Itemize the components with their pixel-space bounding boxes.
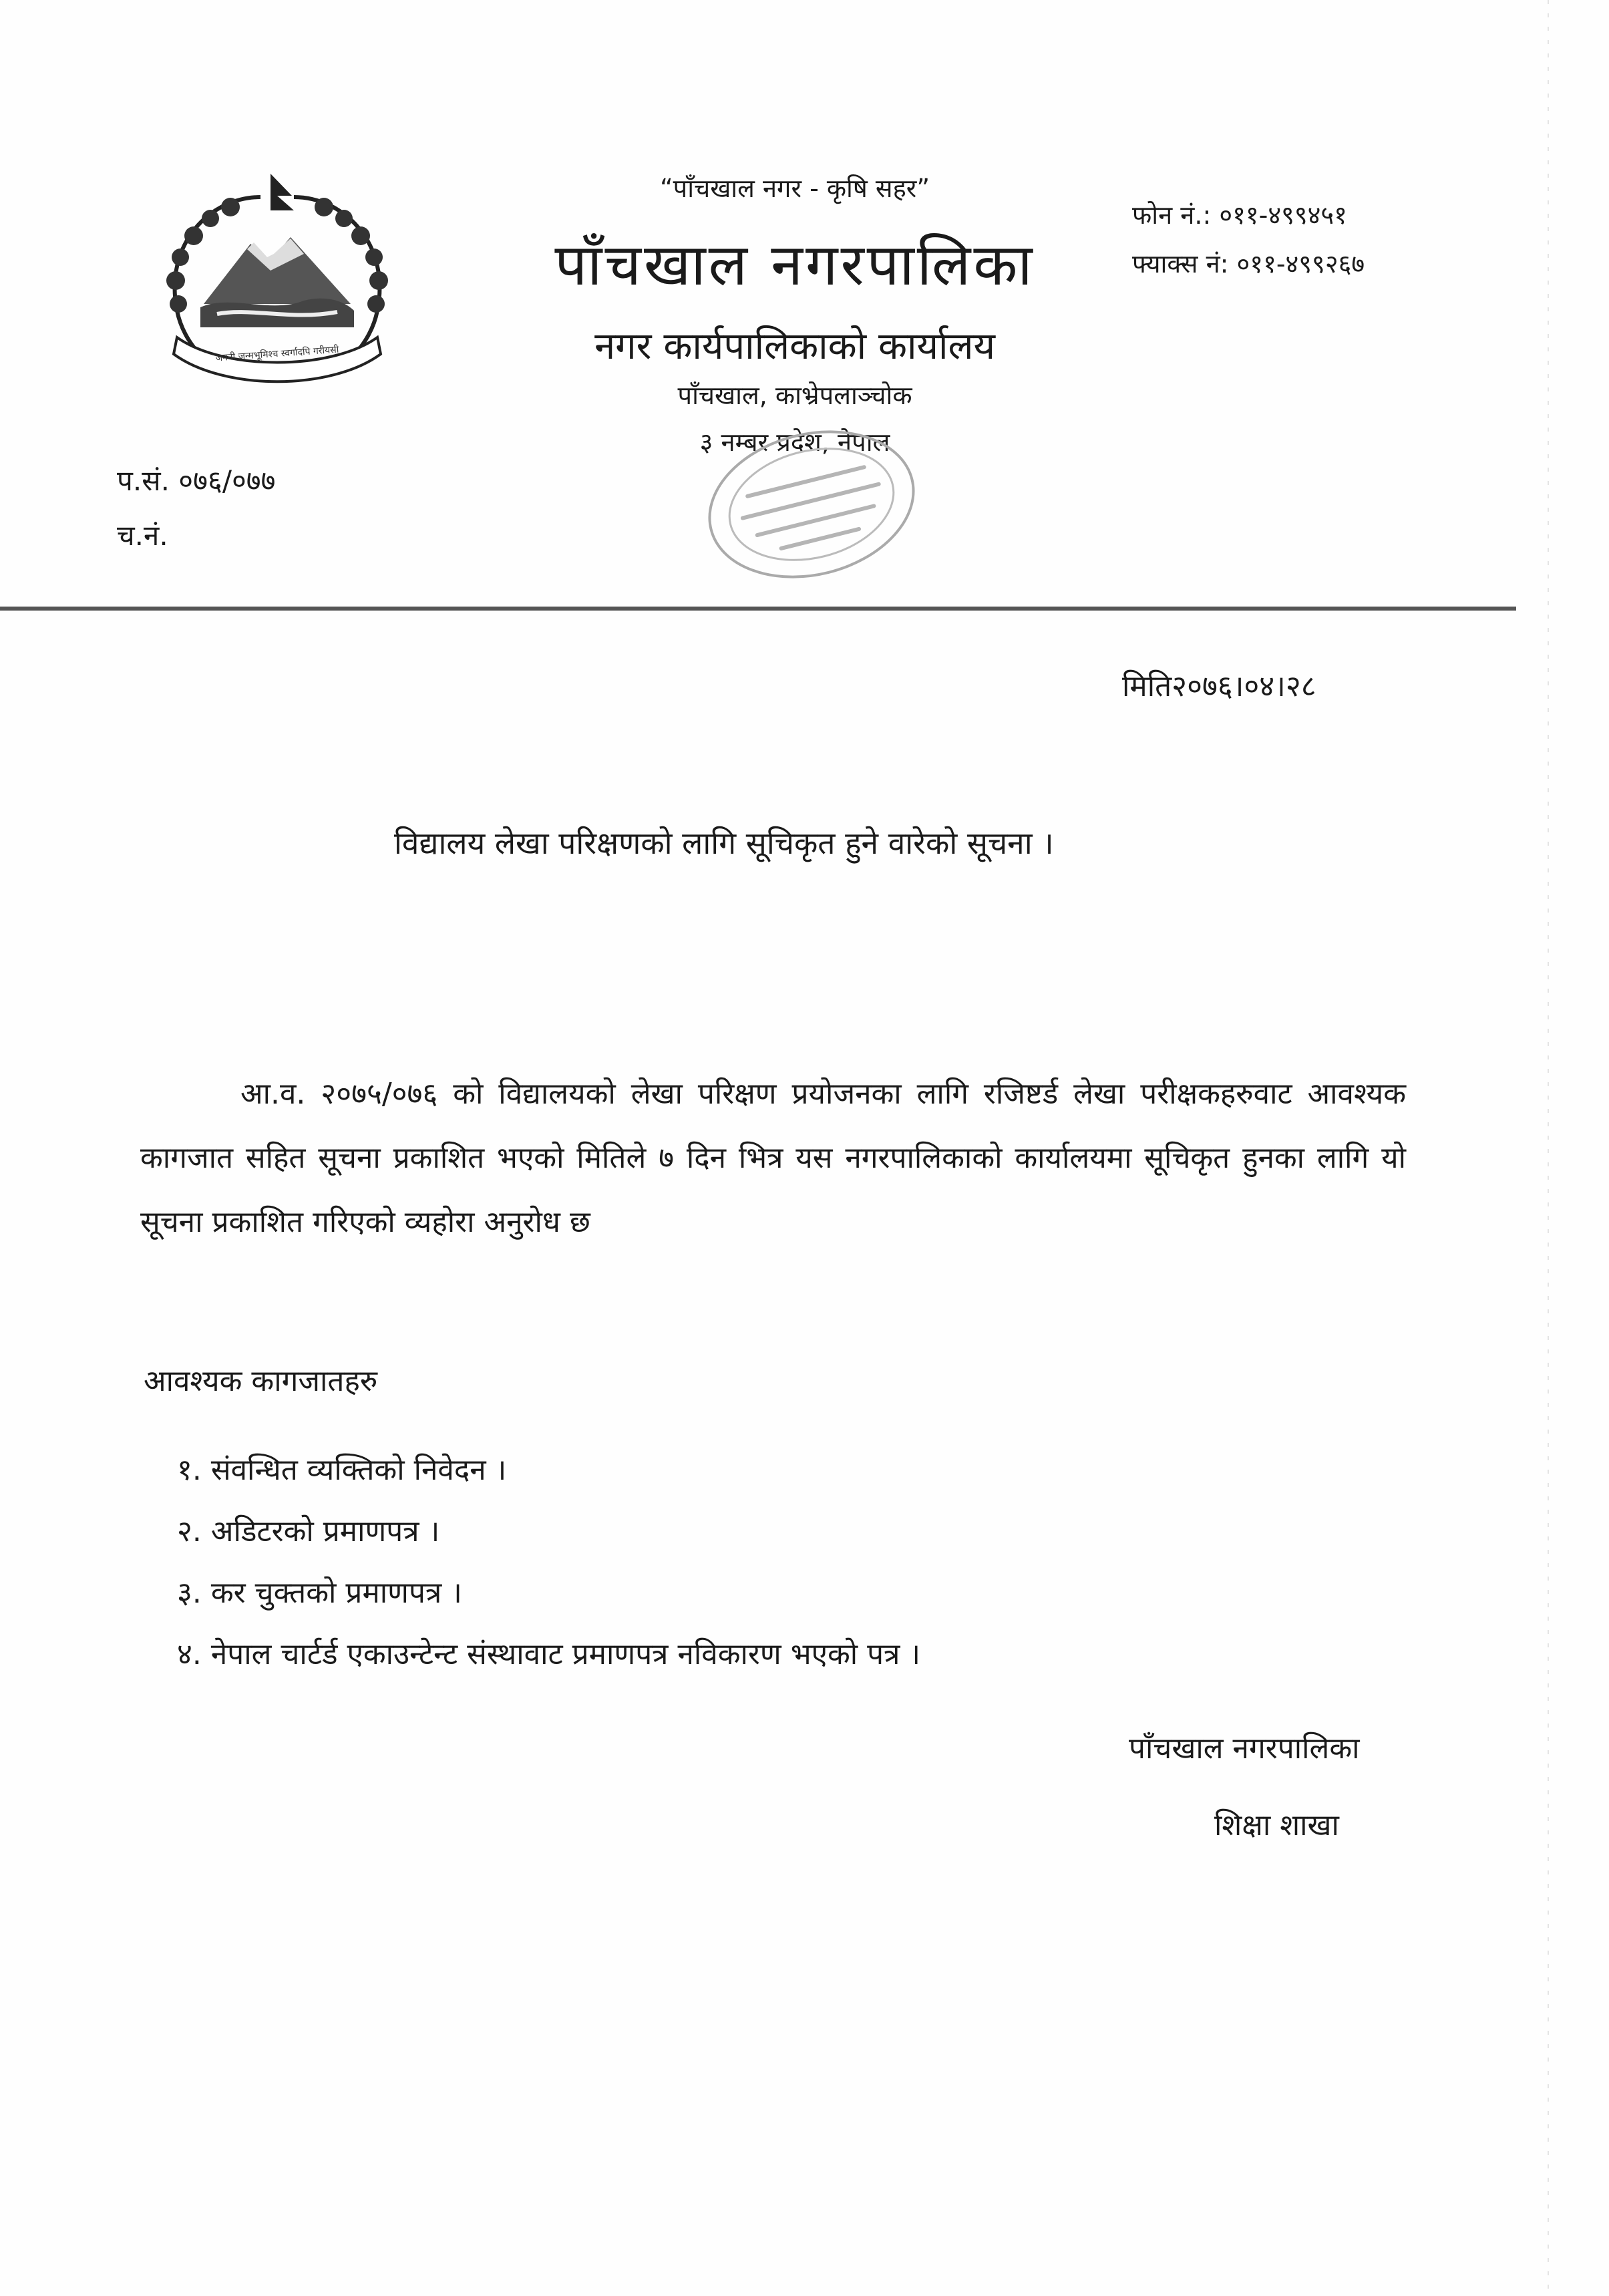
signoff-department: शिक्षा शाखा xyxy=(1214,1808,1339,1842)
letter-subject: विद्यालय लेखा परिक्षणको लागि सूचिकृत हुने वारेको सूचना । xyxy=(394,825,1054,861)
nepal-emblem-icon xyxy=(137,170,417,397)
required-doc-item: २. अडिटरको प्रमाणपत्र । xyxy=(177,1514,440,1548)
required-doc-item: ३. कर चुक्तको प्रमाणपत्र । xyxy=(177,1576,462,1610)
fax-number: फ्याक्स नं: ०११-४९९२६७ xyxy=(1132,249,1365,279)
required-docs-list xyxy=(177,1440,920,1685)
tagline: “पाँचखाल नगर - कृषि सहर” xyxy=(659,174,930,203)
letter-date: मिति२०७६।०४।२८ xyxy=(1122,669,1316,703)
letter-body: आ.व. २०७५/०७६ को विद्यालयको लेखा परिक्षण प्रयोजनका लागि रजिष्टर्ड लेखा परीक्षकहरुवाट आवश्यक कागजात सहित सूचना प्रकाशित भएको मितिले ७ दिन भित्र यस नगरपालिकाको कार्यालयमा सूचिकृत हुनका लागि यो सूचना प्रकाशित गरिएको व्यहोरा अनुरोध छ xyxy=(140,1077,1406,1239)
address-line-2: ३ नम्बर प्रदेश, नेपाल xyxy=(699,428,890,457)
office-stamp-icon xyxy=(701,428,922,581)
required-docs-heading: आवश्यक कागजातहरु xyxy=(144,1364,378,1398)
required-doc-item: १. संवन्धित व्यक्तिको निवेदन । xyxy=(177,1453,507,1487)
header-divider xyxy=(0,607,1516,611)
office-name: नगर कार्यपालिकाको कार्यालय xyxy=(594,325,995,368)
org-name: पाँचखाल नगरपालिका xyxy=(554,232,1035,299)
phone-number: फोन नं.: ०११-४९९४५१ xyxy=(1132,200,1347,230)
scan-artifact-line xyxy=(1548,0,1549,2296)
dispatch-number: च.नं. xyxy=(117,519,168,552)
emblem-motto: जननी जन्मभूमिश्च स्वर्गादपि गरीयसी xyxy=(215,344,339,364)
reference-number: प.सं. ०७६/०७७ xyxy=(117,464,276,497)
required-doc-item: ४. नेपाल चार्टर्ड एकाउन्टेन्ट संस्थावाट प्रमाणपत्र नविकारण भएको पत्र । xyxy=(177,1637,921,1671)
address-line-1: पाँचखाल, काभ्रेपलाञ्चोक xyxy=(677,381,912,410)
signoff-org: पाँचखाल नगरपालिका xyxy=(1129,1732,1360,1766)
